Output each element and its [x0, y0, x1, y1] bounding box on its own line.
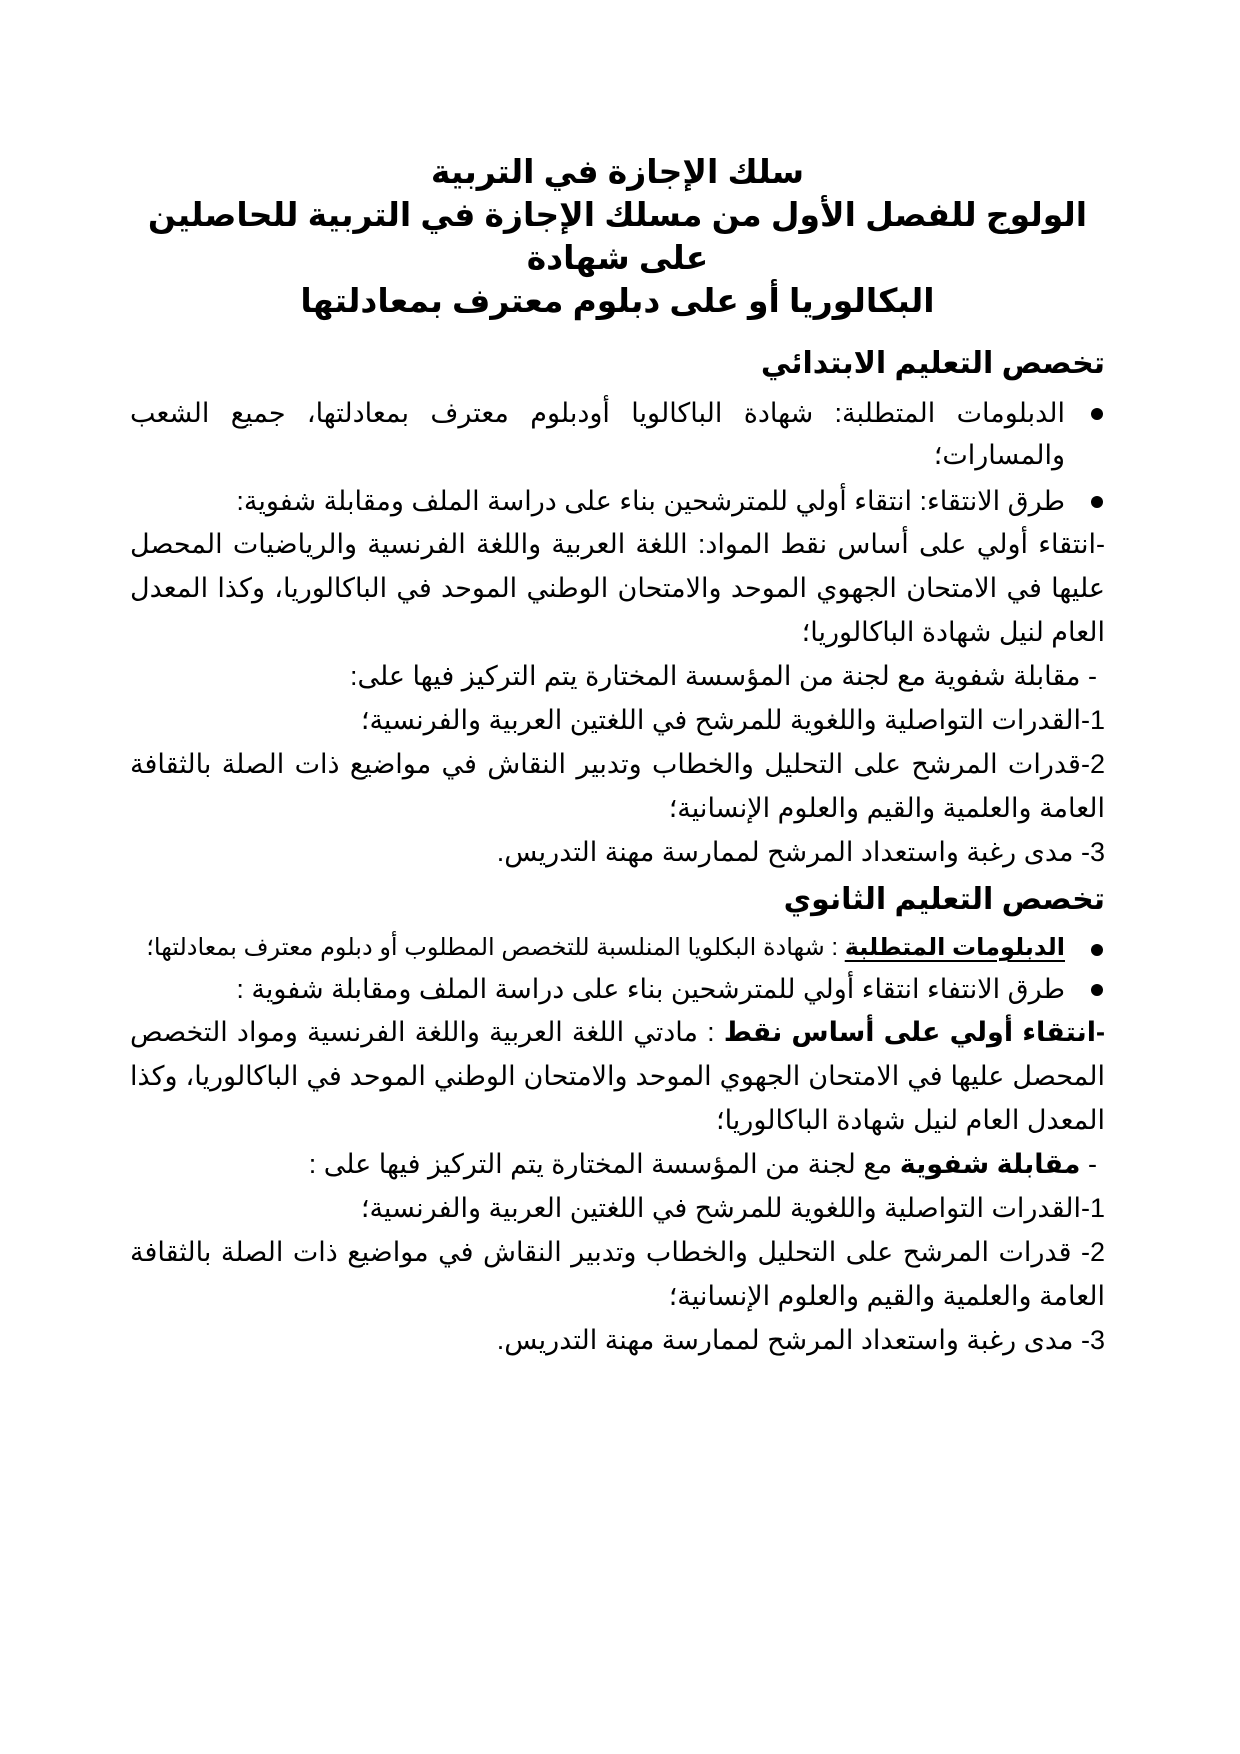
criterion-item: 2- قدرات المرشح على التحليل والخطاب وتدبير النقاش في مواضيع ذات الصلة بالثقافة العامة والعلمية والقيم والعلوم الإنسانية؛ — [130, 1237, 1105, 1311]
interview-paragraph — [130, 1142, 1105, 1186]
interview-prefix: - — [1080, 1149, 1097, 1179]
document-page — [130, 150, 1105, 1362]
preselection-paragraph: -انتقاء أولي على أساس نقط المواد: اللغة العربية واللغة الفرنسية والرياضيات المحصل عليها في الامتحان الجهوي الموحد والامتحان الوطني الموحد في الباكالوريا، وكذا المعدل العام لنيل شهادة الباكالوريا؛ — [130, 529, 1105, 647]
section-heading-primary: تخصص التعليم الابتدائي — [760, 347, 1105, 380]
title-line-1: سلك الإجازة في التربية — [430, 153, 805, 190]
title-line-2: الولوج للفصل الأول من مسلك الإجازة في التربية للحاصلين على شهادة — [147, 196, 1088, 276]
bullet-required-diplomas — [130, 928, 1105, 968]
section-secondary-education — [130, 880, 1105, 1362]
bullet-selection-methods: طرق الانتقاء: انتقاء أولي للمترشحين بناء على دراسة الملف ومقابلة شفوية: — [130, 480, 1105, 522]
criterion-item: 1-القدرات التواصلية واللغوية للمرشح في اللغتين العربية والفرنسية؛ — [360, 705, 1105, 735]
criterion-item: 3- مدى رغبة واستعداد المرشح لممارسة مهنة التدريس. — [496, 837, 1105, 867]
interview-paragraph: - مقابلة شفوية مع لجنة من المؤسسة المختارة يتم التركيز فيها على: — [349, 661, 1097, 691]
preselection-paragraph — [130, 1010, 1105, 1142]
bullet-required-diplomas: الدبلومات المتطلبة: شهادة الباكالويا أودبلوم معترف بمعادلتها، جميع الشعب والمسارات؛ — [130, 392, 1105, 476]
criterion-item: 1-القدرات التواصلية واللغوية للمرشح في اللغتين العربية والفرنسية؛ — [360, 1193, 1105, 1223]
criterion-item: 3- مدى رغبة واستعداد المرشح لممارسة مهنة التدريس. — [496, 1325, 1105, 1355]
title-line-3: البكالوريا أو على دبلوم معترف بمعادلتها — [300, 282, 935, 319]
criterion-item: 2-قدرات المرشح على التحليل والخطاب وتدبير النقاش في مواضيع ذات الصلة بالثقافة العامة والعلمية والقيم والعلوم الإنسانية؛ — [130, 749, 1105, 823]
interview-text: مع لجنة من المؤسسة المختارة يتم التركيز فيها على : — [308, 1149, 900, 1179]
preselection-text: : مادتي اللغة العربية واللغة الفرنسية ومواد التخصص المحصل عليها في الامتحان الجهوي الموحد والامتحان الوطني الموحد في الباكالوريا، وكذا المعدل العام لنيل شهادة الباكالوريا؛ — [130, 1017, 1105, 1135]
document-title — [130, 150, 1105, 322]
bullet-selection-methods: طرق الانتفاء انتقاء أولي للمترشحين بناء على دراسة الملف ومقابلة شفوية : — [130, 968, 1105, 1010]
section-primary-education — [130, 344, 1105, 874]
diplomas-text: : شهادة البكلويا المنلسبة للتخصص المطلوب أو دبلوم معترف بمعادلتها؛ — [146, 934, 845, 961]
preselection-label: -انتقاء أولي على أساس نقط — [723, 1017, 1105, 1047]
section-heading-secondary: تخصص التعليم الثانوي — [783, 883, 1105, 916]
interview-label: مقابلة شفوية — [899, 1149, 1081, 1179]
diplomas-label: الدبلومات المتطلبة — [844, 934, 1065, 961]
